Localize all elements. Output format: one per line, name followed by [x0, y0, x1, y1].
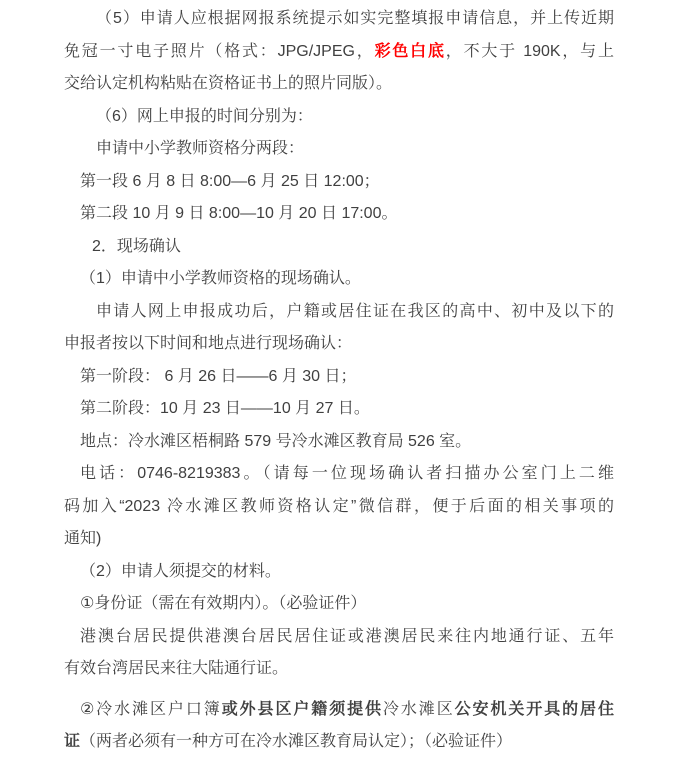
paragraph — [64, 694, 614, 759]
paragraph — [64, 426, 614, 459]
text-line — [64, 458, 614, 491]
paragraph — [64, 263, 614, 296]
paragraph — [64, 393, 614, 426]
text-line — [64, 68, 614, 101]
text-line — [64, 523, 614, 556]
text-line — [64, 556, 614, 589]
text-run: 第二段 10 月 9 日 8:00—10 月 20 日 17:00。 — [80, 205, 398, 222]
text-run: ①身份证（需在有效期内）。（必验证件） — [80, 595, 367, 612]
text-run: （两者必须有一种方可在冷水滩区教育局认定）；（必验证件） — [80, 733, 513, 750]
text-line — [64, 491, 614, 524]
bold-text: 公安机关开具的居住 — [454, 700, 614, 718]
text-run: ②冷水滩区户口簿 — [80, 700, 222, 718]
paragraph — [64, 588, 614, 621]
text-line — [64, 133, 614, 166]
paragraph — [64, 458, 614, 556]
text-run: 申请人网上申报成功后，户籍或居住证在我区的高中、初中及以下的 — [96, 302, 614, 320]
text-line — [64, 426, 614, 459]
text-line — [64, 328, 614, 361]
text-run: （1）申请中小学教师资格的现场确认。 — [80, 270, 361, 287]
text-run: ，不大于 190K，与上 — [445, 42, 614, 60]
text-line — [64, 588, 614, 621]
text-run: 第一段 6 月 8 日 8:00—6 月 25 日 12:00； — [80, 172, 380, 190]
text-run: 通知) — [64, 530, 102, 547]
paragraph — [64, 166, 614, 199]
text-line — [64, 361, 614, 394]
text-run: 电话：0746-8219383。（请每一位现场确认者扫描办公室门上二维 — [80, 465, 614, 482]
text-line — [64, 101, 614, 134]
text-line — [64, 198, 614, 231]
text-line — [64, 653, 614, 686]
text-run: 免冠一寸电子照片（格式：JPG/JPEG， — [64, 42, 375, 60]
text-line — [64, 36, 614, 69]
paragraph — [64, 361, 614, 394]
text-line — [64, 621, 614, 654]
text-run: 第二阶段：10 月 23 日——10 月 27 日。 — [80, 400, 370, 417]
text-line — [64, 296, 614, 329]
paragraph — [64, 556, 614, 589]
text-run: （2）申请人须提交的材料。 — [80, 562, 281, 580]
text-line — [64, 393, 614, 426]
paragraph — [64, 296, 614, 361]
bold-text: 或外县区户籍须提供 — [221, 700, 383, 718]
text-run: 申报者按以下时间和地点进行现场确认： — [64, 335, 353, 352]
text-line — [64, 726, 614, 759]
text-run: 交给认定机构粘贴在资格证书上的照片同版）。 — [64, 75, 393, 92]
text-run: （6）网上申报的时间分别为： — [96, 107, 313, 125]
text-run: （5）申请人应根据网报系统提示如实完整填报申请信息，并上传近期 — [96, 10, 614, 27]
paragraph — [64, 133, 614, 166]
text-line — [64, 166, 614, 199]
text-run: 第一阶段： 6 月 26 日——6 月 30 日； — [80, 367, 357, 385]
text-run: 冷水滩区 — [382, 700, 455, 718]
paragraph — [64, 621, 614, 686]
highlighted-text: 彩色白底 — [374, 42, 446, 60]
paragraph — [64, 198, 614, 231]
paragraph — [64, 231, 614, 264]
text-line — [64, 263, 614, 296]
text-run: 地点：冷水滩区梧桐路 579 号冷水滩区教育局 526 室。 — [80, 432, 472, 450]
text-line — [64, 694, 614, 727]
paragraph — [64, 101, 614, 134]
text-run: 申请中小学教师资格分两段： — [96, 140, 305, 157]
text-line — [64, 231, 614, 264]
text-run: 有效台湾居民来往大陆通行证。 — [64, 660, 289, 677]
text-line — [64, 3, 614, 36]
paragraph — [64, 3, 614, 101]
text-run: 码加入“2023 冷水滩区教师资格认定”微信群，便于后面的相关事项的 — [64, 497, 614, 515]
text-run: 2．现场确认 — [92, 237, 181, 255]
text-run: 港澳台居民提供港澳台居民居住证或港澳居民来往内地通行证、五年 — [80, 627, 614, 645]
bold-text: 证 — [64, 733, 81, 750]
